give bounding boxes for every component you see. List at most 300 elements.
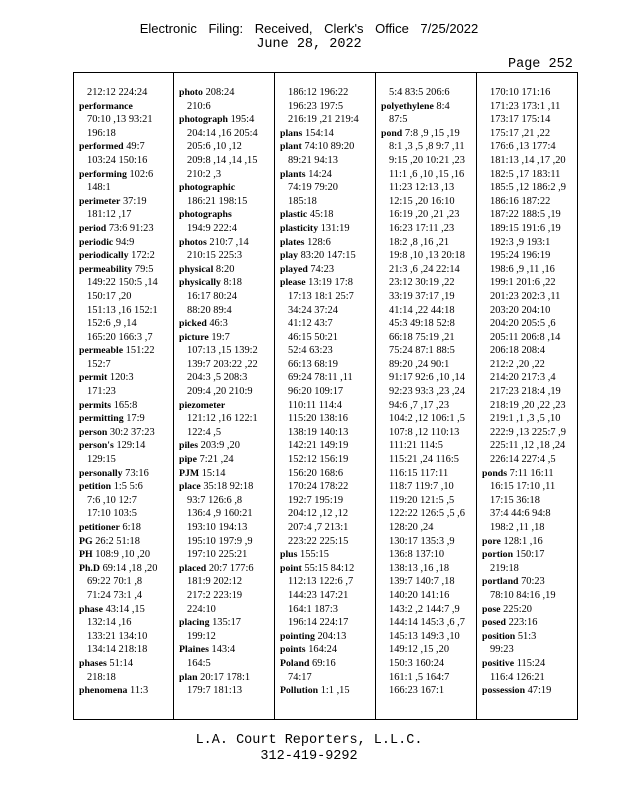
index-citations: 43:14 ,15: [102, 603, 145, 615]
index-citations: 45:18: [307, 209, 334, 221]
index-line: 165:20 166:3 ,7: [87, 331, 153, 343]
index-line: [79, 535, 171, 549]
index-line: 116:4 126:21: [490, 671, 545, 683]
index-line: [79, 195, 171, 209]
index-citations: 51:3: [515, 630, 537, 642]
index-line: 143:2 ,2 144:7 ,9: [389, 603, 460, 615]
index-line: 186:12 196:22: [288, 87, 349, 98]
index-line: 194:9 222:4: [187, 222, 237, 234]
index-term: physical: [179, 263, 214, 275]
index-line: [280, 236, 373, 250]
index-line: 8:1 ,3 ,5 ,8 9:7 ,11: [389, 141, 465, 153]
index-line: [179, 616, 272, 630]
index-line: 181:12 ,17: [87, 209, 132, 221]
index-term: PG: [79, 535, 93, 547]
index-line: 150:17 ,20: [87, 290, 132, 302]
column-divider: [375, 72, 376, 720]
index-term: permeable: [79, 345, 124, 357]
index-citations: 7:8 ,9 ,15 ,19: [402, 127, 460, 139]
index-line: 121:12 ,16 122:1: [187, 413, 258, 425]
index-citations: 20:7 177:6: [206, 562, 254, 574]
index-line: [79, 236, 171, 250]
index-citations: 69:14 ,18 ,20: [99, 562, 158, 574]
index-line: 122:22 126:5 ,5 ,6: [389, 508, 465, 520]
index-citations: 120:3: [107, 372, 134, 384]
index-citations: 6:18: [119, 522, 141, 533]
index-line: 78:10 84:16 ,19: [490, 589, 556, 601]
index-line: [482, 467, 576, 481]
index-term: plan: [179, 671, 198, 683]
index-line: 116:15 117:11: [389, 467, 449, 479]
index-term: periodically: [79, 250, 129, 262]
index-line: [179, 236, 272, 250]
index-term: plus: [280, 549, 298, 561]
index-line: 52:4 63:23: [288, 345, 333, 357]
index-line: 187:22 188:5 ,19: [490, 209, 561, 221]
index-line: 199:12: [187, 630, 216, 642]
index-line: 166:23 167:1: [389, 685, 445, 697]
index-line: 171:23: [87, 386, 116, 398]
index-citations: 13:19 17:8: [305, 277, 353, 289]
index-line: 186:16 187:22: [490, 195, 551, 207]
column-divider: [274, 72, 275, 720]
index-term: pipe: [179, 454, 197, 466]
index-term: picked: [179, 318, 207, 330]
index-line: 46:15 50:21: [288, 331, 338, 343]
index-line: 66:18 75:19 ,21: [389, 331, 455, 343]
index-line: 224:10: [187, 603, 216, 615]
index-term: photos: [179, 236, 207, 248]
page-number: Page 252: [508, 57, 573, 72]
index-citations: 225:20: [500, 603, 532, 615]
index-term: possession: [482, 685, 526, 697]
index-term: Poland: [280, 657, 310, 669]
index-line: 17:10 103:5: [87, 508, 137, 520]
index-line: 75:24 87:1 88:5: [389, 345, 455, 357]
index-line: 218:18: [87, 671, 116, 683]
index-line: 192:3 ,9 193:1: [490, 236, 551, 248]
index-line: [179, 480, 272, 494]
index-line: 161:1 ,5 164:7: [389, 671, 450, 683]
index-citations: 55:15 84:12: [301, 562, 355, 574]
index-column-5: [482, 86, 576, 716]
index-citations: 150:17: [513, 549, 545, 561]
index-line: 16:19 ,20 ,21 ,23: [389, 209, 460, 221]
index-citations: 74:23: [307, 263, 335, 275]
index-line: 107:13 ,15 139:2: [187, 345, 258, 357]
index-line: [280, 127, 373, 141]
index-line: 196:14 224:17: [288, 617, 349, 629]
index-line: 5:4 83:5 206:6: [389, 87, 450, 98]
index-citations: 15:14: [199, 467, 226, 479]
index-citations: 154:14: [302, 127, 334, 139]
index-line: 204:12 ,12 ,12: [288, 508, 349, 520]
index-line: 130:17 135:3 ,9: [389, 535, 455, 547]
index-citations: 73:16: [122, 467, 149, 479]
index-line: 212:2 ,20 ,22: [490, 358, 545, 370]
index-line: 133:21 134:10: [87, 630, 148, 642]
index-citations: 203:9 ,20: [198, 440, 240, 452]
index-line: 37:4 44:6 94:8: [490, 508, 551, 520]
index-line: [179, 562, 272, 576]
index-term: personally: [79, 467, 123, 479]
index-line: 181:9 202:12: [187, 576, 243, 588]
reporter-phone: 312-419-9292: [260, 749, 358, 764]
index-term: phases: [79, 657, 107, 669]
index-term: plans: [280, 127, 303, 139]
index-line: 181:13 ,14 ,17 ,20: [490, 154, 566, 166]
index-term: performed: [79, 141, 124, 153]
index-term: phenomena: [79, 685, 128, 697]
index-line: 74:19 79:20: [288, 182, 338, 194]
index-citations: 143:4: [208, 644, 236, 656]
index-term: photo: [179, 87, 203, 98]
index-line: [79, 249, 171, 263]
index-line: 33:19 37:17 ,19: [389, 290, 455, 302]
index-line: 152:7: [87, 358, 111, 370]
index-line: [280, 630, 373, 644]
index-line: 140:20 141:16: [389, 589, 450, 601]
index-term: polyethylene: [381, 100, 434, 112]
index-citations: 47:19: [525, 685, 552, 697]
index-line: 129:15: [87, 454, 116, 466]
index-line: 118:7 119:7 ,10: [389, 481, 454, 493]
index-line: [179, 331, 272, 345]
index-line: [482, 657, 576, 671]
index-term: placed: [179, 562, 207, 574]
index-line: [79, 480, 171, 494]
index-line: 176:6 ,13 177:4: [490, 141, 556, 153]
index-line: 17:15 36:18: [490, 494, 540, 506]
index-term: performing: [79, 168, 127, 180]
index-citations: 164:24: [305, 644, 338, 656]
index-line: 209:4 ,20 210:9: [187, 386, 253, 398]
index-citations: 30:2 37:23: [107, 426, 155, 438]
index-line: 209:8 ,14 ,14 ,15: [187, 154, 258, 166]
index-line: 21:3 ,6 ,24 22:14: [389, 263, 460, 275]
index-line: 107:8 ,12 110:13: [389, 426, 460, 438]
index-line: 136:8 137:10: [389, 549, 445, 561]
index-line: 151:13 ,16 152:1: [87, 304, 158, 316]
index-line: 223:22 225:15: [288, 535, 349, 547]
index-line: [79, 521, 171, 535]
index-column-1: [79, 86, 171, 716]
index-line: 11:23 12:13 ,13: [389, 182, 455, 194]
index-line: 152:6 ,9 ,14: [87, 318, 137, 330]
index-term: perimeter: [79, 195, 121, 207]
index-line: 164:1 187:3: [288, 603, 338, 615]
index-line: 218:19 ,20 ,22 ,23: [490, 399, 566, 411]
index-line: [280, 249, 373, 263]
index-line: 41:12 43:7: [288, 318, 333, 330]
index-line: 198:2 ,11 ,18: [490, 522, 545, 533]
index-line: 210:2 ,3: [187, 168, 222, 180]
index-line: 138:13 ,16 ,18: [389, 562, 450, 574]
index-term: permit: [79, 372, 108, 384]
index-line: 150:3 160:24: [389, 657, 445, 669]
index-line: 7:6 ,10 12:7: [87, 494, 137, 506]
index-line: 139:7 140:7 ,18: [389, 576, 455, 588]
index-line: [79, 562, 171, 576]
index-citations: 1:1 ,15: [318, 685, 350, 697]
index-citations: 49:7: [123, 141, 145, 153]
index-citations: 151:22: [123, 345, 155, 357]
index-line: 210:6: [187, 100, 211, 112]
index-line: 170:10 171:16: [490, 87, 551, 98]
index-citations: 1:5 5:6: [111, 481, 143, 493]
index-line: 112:13 122:6 ,7: [288, 576, 354, 588]
index-term: plants: [280, 168, 306, 180]
index-term: petition: [79, 481, 112, 493]
index-line: 16:23 17:11 ,23: [389, 222, 455, 234]
index-term: point: [280, 562, 302, 574]
index-line: 115:21 ,24 116:5: [389, 454, 459, 466]
index-line: 204:20 205:5 ,6: [490, 318, 556, 330]
index-line: [179, 439, 272, 453]
index-line: 205:6 ,10 ,12: [187, 141, 242, 153]
index-line: [79, 263, 171, 277]
index-line: 145:13 149:3 ,10: [389, 630, 460, 642]
index-line: 175:17 ,21 ,22: [490, 127, 551, 139]
index-line: 134:14 218:18: [87, 644, 148, 656]
index-line: 210:15 225:3: [187, 250, 243, 262]
index-line: 119:20 121:5 ,5: [389, 494, 455, 506]
index-line: 212:12 224:24: [87, 87, 148, 98]
index-line: 185:5 ,12 186:2 ,9: [490, 182, 566, 194]
index-line: [79, 371, 171, 385]
index-term: plasticity: [280, 222, 319, 234]
index-citations: 115:24: [514, 657, 546, 669]
index-citations: 128:6: [304, 236, 331, 248]
index-line: [79, 657, 171, 671]
index-line: [482, 684, 576, 698]
index-line: [79, 548, 171, 562]
reporter-name: L.A. Court Reporters, L.L.C.: [195, 733, 423, 748]
index-line: [79, 168, 171, 182]
index-term: posed: [482, 617, 506, 629]
filing-stamp-header: Electronic Filing: Received, Clerk's Office 7/25/2022: [139, 21, 479, 36]
index-term: piezometer: [179, 399, 226, 411]
index-line: 19:8 ,10 ,13 20:18: [389, 250, 465, 262]
index-citations: 74:10 89:20: [301, 141, 355, 153]
index-line: 110:11 114:4: [288, 399, 342, 411]
index-term: portion: [482, 549, 514, 561]
index-line: [79, 426, 171, 440]
index-line: 186:21 198:15: [187, 195, 248, 207]
index-line: 12:15 ,20 16:10: [389, 195, 455, 207]
index-citations: 26:2 51:18: [92, 535, 140, 547]
index-line: 219:18: [490, 562, 519, 574]
index-line: [79, 140, 171, 154]
index-line: [79, 100, 171, 114]
index-term: Pollution: [280, 685, 319, 697]
index-line: [280, 222, 373, 236]
index-line: 193:10 194:13: [187, 522, 248, 533]
index-citations: 11:3: [127, 685, 149, 697]
index-line: 196:18: [87, 127, 116, 139]
index-line: 34:24 37:24: [288, 304, 338, 316]
index-line: 144:14 145:3 ,6 ,7: [389, 617, 465, 629]
index-term: permitting: [79, 413, 124, 425]
index-line: 115:20 138:16: [288, 413, 348, 425]
index-line: [179, 181, 272, 195]
index-citations: 208:24: [202, 87, 235, 98]
index-line: 138:19 140:13: [288, 426, 349, 438]
index-line: 201:23 202:3 ,11: [490, 290, 561, 302]
index-term: phase: [79, 603, 103, 615]
index-line: [179, 453, 272, 467]
index-term: Ph.D: [79, 562, 100, 574]
index-line: [79, 412, 171, 426]
index-citations: 8:20: [213, 263, 235, 275]
index-citations: 70:23: [518, 576, 545, 588]
index-line: 214:20 217:3 ,4: [490, 372, 556, 384]
index-term: photographs: [179, 209, 232, 221]
index-line: 203:20 204:10: [490, 304, 551, 316]
index-line: 91:17 92:6 ,10 ,14: [389, 372, 465, 384]
index-citations: 195:4: [228, 114, 255, 126]
index-line: 69:22 70:1 ,8: [87, 576, 143, 588]
index-line: [381, 100, 474, 114]
index-line: 23:12 30:19 ,22: [389, 277, 455, 289]
index-line: [179, 399, 272, 413]
index-line: 92:23 93:3 ,23 ,24: [389, 386, 465, 398]
index-line: [179, 671, 272, 685]
index-line: [280, 263, 373, 277]
index-line: [79, 684, 171, 698]
index-line: 70:10 ,13 93:21: [87, 114, 153, 126]
index-term: plant: [280, 141, 302, 153]
index-citations: 51:14: [106, 657, 134, 669]
index-line: 217:2 223:19: [187, 589, 243, 601]
index-line: [381, 127, 474, 141]
index-term: physically: [179, 277, 221, 289]
index-term: ponds: [482, 467, 508, 479]
index-line: 93:7 126:6 ,8: [187, 494, 243, 506]
index-line: 199:1 201:6 ,22: [490, 277, 556, 289]
transcript-date: June 28, 2022: [256, 37, 362, 52]
index-term: period: [79, 222, 107, 234]
index-line: [79, 222, 171, 236]
index-line: 16:15 17:10 ,11: [490, 481, 556, 493]
index-term: play: [280, 250, 298, 262]
index-line: [280, 562, 373, 576]
index-line: 144:23 147:21: [288, 589, 349, 601]
index-line: 189:15 191:6 ,19: [490, 222, 561, 234]
index-line: 195:10 197:9 ,9: [187, 535, 253, 547]
index-line: [79, 439, 171, 453]
index-citations: 79:5: [132, 263, 154, 275]
index-citations: 131:19: [318, 222, 350, 234]
index-line: [79, 399, 171, 413]
index-line: [179, 208, 272, 222]
index-line: [280, 168, 373, 182]
index-citations: 7:11 16:11: [507, 467, 554, 479]
index-line: [482, 616, 576, 630]
index-line: 41:14 ,22 44:18: [389, 304, 455, 316]
index-citations: 108:9 ,10 ,20: [92, 549, 151, 561]
index-term: played: [280, 263, 308, 275]
index-line: 142:21 149:19: [288, 440, 349, 452]
index-line: 217:23 218:4 ,19: [490, 386, 561, 398]
index-line: 96:20 109:17: [288, 386, 344, 398]
index-line: 94:6 ,7 ,17 ,23: [389, 399, 450, 411]
column-divider: [173, 72, 174, 720]
index-term: performance: [79, 100, 133, 112]
index-line: 69:24 78:11 ,11: [288, 372, 353, 384]
index-term: person's: [79, 440, 114, 452]
index-term: photographic: [179, 182, 236, 194]
index-line: 182:5 ,17 183:11: [490, 168, 561, 180]
index-line: [280, 548, 373, 562]
index-line: [79, 603, 171, 617]
index-citations: 73:6 91:23: [106, 222, 154, 234]
index-term: PJM: [179, 467, 200, 479]
index-line: [179, 113, 272, 127]
index-term: plates: [280, 236, 305, 248]
index-citations: 128:1 ,16: [500, 535, 543, 547]
index-line: [280, 657, 373, 671]
index-column-3: [280, 86, 373, 716]
index-line: 148:1: [87, 182, 111, 194]
index-term: permits: [79, 399, 112, 411]
index-line: 185:18: [288, 195, 317, 207]
index-line: 204:14 ,16 205:4: [187, 127, 258, 139]
index-term: pond: [381, 127, 403, 139]
index-term: please: [280, 277, 306, 289]
index-line: [280, 276, 373, 290]
index-line: 45:3 49:18 52:8: [389, 318, 455, 330]
index-line: [179, 276, 272, 290]
index-line: [79, 344, 171, 358]
index-term: place: [179, 481, 201, 493]
index-line: 122:4 ,5: [187, 426, 222, 438]
index-line: 204:3 ,5 208:3: [187, 372, 248, 384]
index-line: [179, 86, 272, 100]
index-line: 225:11 ,12 ,18 ,24: [490, 440, 566, 452]
index-line: 196:23 197:5: [288, 100, 344, 112]
index-line: [179, 467, 272, 481]
index-term: permeability: [79, 263, 133, 275]
index-term: piles: [179, 440, 199, 452]
index-line: 18:2 ,8 ,16 ,21: [389, 236, 450, 248]
index-term: periodic: [79, 236, 114, 248]
index-term: position: [482, 630, 516, 642]
index-line: 139:7 203:22 ,22: [187, 358, 258, 370]
index-line: 111:21 114:5: [389, 440, 443, 452]
index-line: 74:17: [288, 671, 312, 683]
index-term: placing: [179, 617, 210, 629]
index-line: 164:5: [187, 657, 211, 669]
index-citations: 210:7 ,14: [206, 236, 249, 248]
index-citations: 223:16: [505, 617, 538, 629]
index-line: [179, 643, 272, 657]
index-line: 88:20 89:4: [187, 304, 232, 316]
index-citations: 46:3: [206, 318, 228, 330]
index-citations: 69:16: [309, 657, 336, 669]
index-citations: 8:18: [220, 277, 242, 289]
index-citations: 129:14: [113, 440, 146, 452]
index-line: [482, 630, 576, 644]
index-line: [79, 467, 171, 481]
index-citations: 172:2: [128, 250, 155, 262]
index-citations: 83:20 147:15: [297, 250, 356, 262]
index-term: pointing: [280, 630, 315, 642]
index-line: 173:17 175:14: [490, 114, 551, 126]
index-term: pose: [482, 603, 501, 615]
index-line: 149:12 ,15 ,20: [389, 644, 450, 656]
index-term: points: [280, 644, 306, 656]
